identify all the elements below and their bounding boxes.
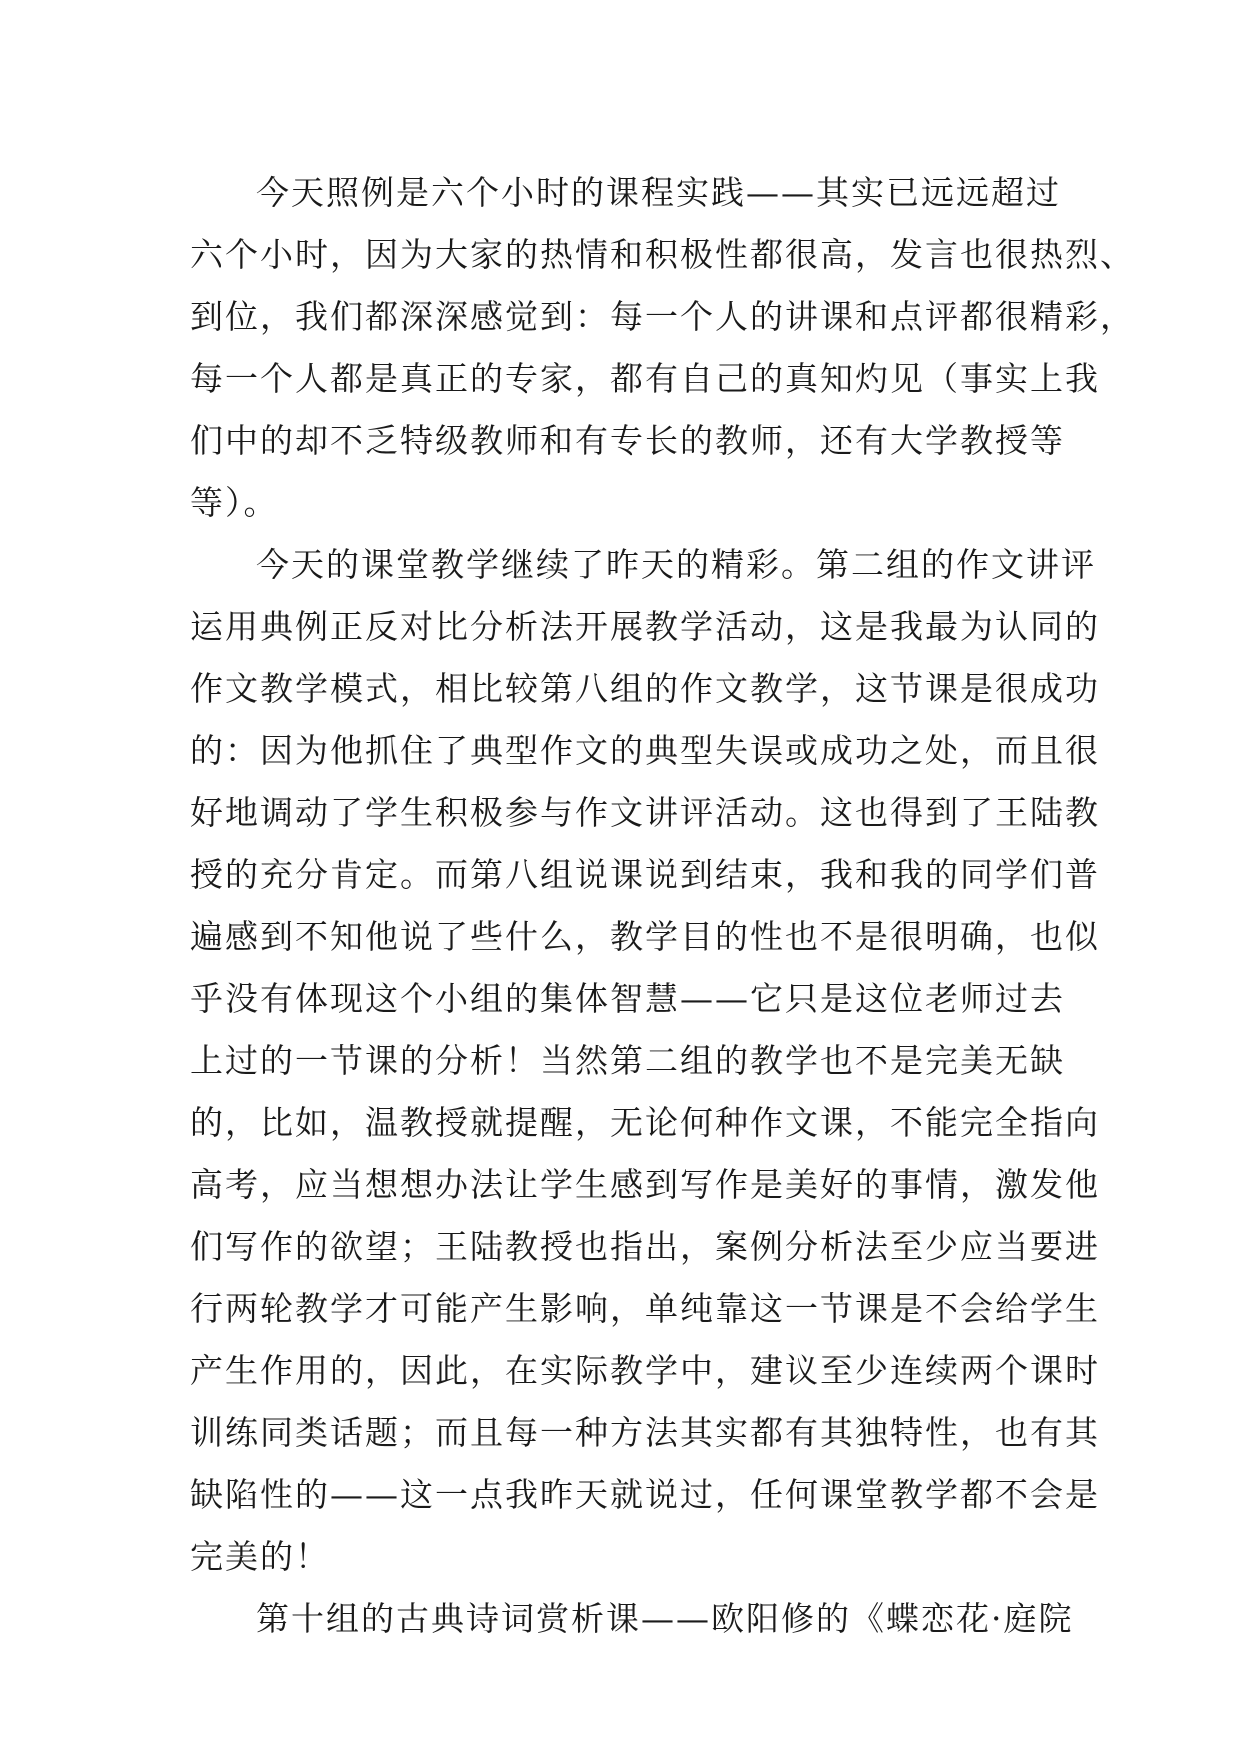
text-line: 到位，我们都深深感觉到：每一个人的讲课和点评都很精彩， [190, 297, 1135, 336]
text-line: 遍感到不知他说了些什么，教学目的性也不是很明确，也似 [190, 917, 1100, 956]
paragraph [190, 1588, 1074, 1650]
text-line: 的：因为他抓住了典型作文的典型失误或成功之处，而且很 [190, 731, 1100, 770]
paragraph [190, 534, 1100, 1588]
text-line: 产生作用的，因此，在实际教学中，建议至少连续两个课时 [190, 1351, 1100, 1390]
text-line: 今天的课堂教学继续了昨天的精彩。第二组的作文讲评 [256, 545, 1096, 584]
text-line: 作文教学模式，相比较第八组的作文教学，这节课是很成功 [190, 669, 1100, 708]
text-line: 们中的却不乏特级教师和有专长的教师，还有大学教授等 [190, 421, 1065, 460]
text-line: 缺陷性的——这一点我昨天就说过，任何课堂教学都不会是 [190, 1475, 1100, 1514]
text-line: 等）。 [190, 483, 279, 522]
text-line: 六个小时，因为大家的热情和积极性都很高，发言也很热烈、 [190, 235, 1135, 274]
text-line: 完美的！ [190, 1537, 330, 1576]
text-line: 们写作的欲望；王陆教授也指出，案例分析法至少应当要进 [190, 1227, 1100, 1266]
text-line: 每一个人都是真正的专家，都有自己的真知灼见（事实上我 [190, 359, 1100, 398]
document-body [190, 162, 1135, 1650]
text-line: 乎没有体现这个小组的集体智慧——它只是这位老师过去 [190, 979, 1065, 1018]
text-line: 第十组的古典诗词赏析课——欧阳修的《蝶恋花·庭院 [256, 1599, 1074, 1638]
text-line: 好地调动了学生积极参与作文讲评活动。这也得到了王陆教 [190, 793, 1100, 832]
text-line: 运用典例正反对比分析法开展教学活动，这是我最为认同的 [190, 607, 1100, 646]
text-line: 今天照例是六个小时的课程实践——其实已远远超过 [256, 173, 1061, 212]
text-line: 训练同类话题；而且每一种方法其实都有其独特性，也有其 [190, 1413, 1100, 1452]
paragraph [190, 162, 1135, 534]
text-line: 行两轮教学才可能产生影响，单纯靠这一节课是不会给学生 [190, 1289, 1100, 1328]
text-line: 授的充分肯定。而第八组说课说到结束，我和我的同学们普 [190, 855, 1100, 894]
text-line: 上过的一节课的分析！当然第二组的教学也不是完美无缺 [190, 1041, 1065, 1080]
text-line: 高考，应当想想办法让学生感到写作是美好的事情，激发他 [190, 1165, 1100, 1204]
text-line: 的，比如，温教授就提醒，无论何种作文课，不能完全指向 [190, 1103, 1100, 1142]
